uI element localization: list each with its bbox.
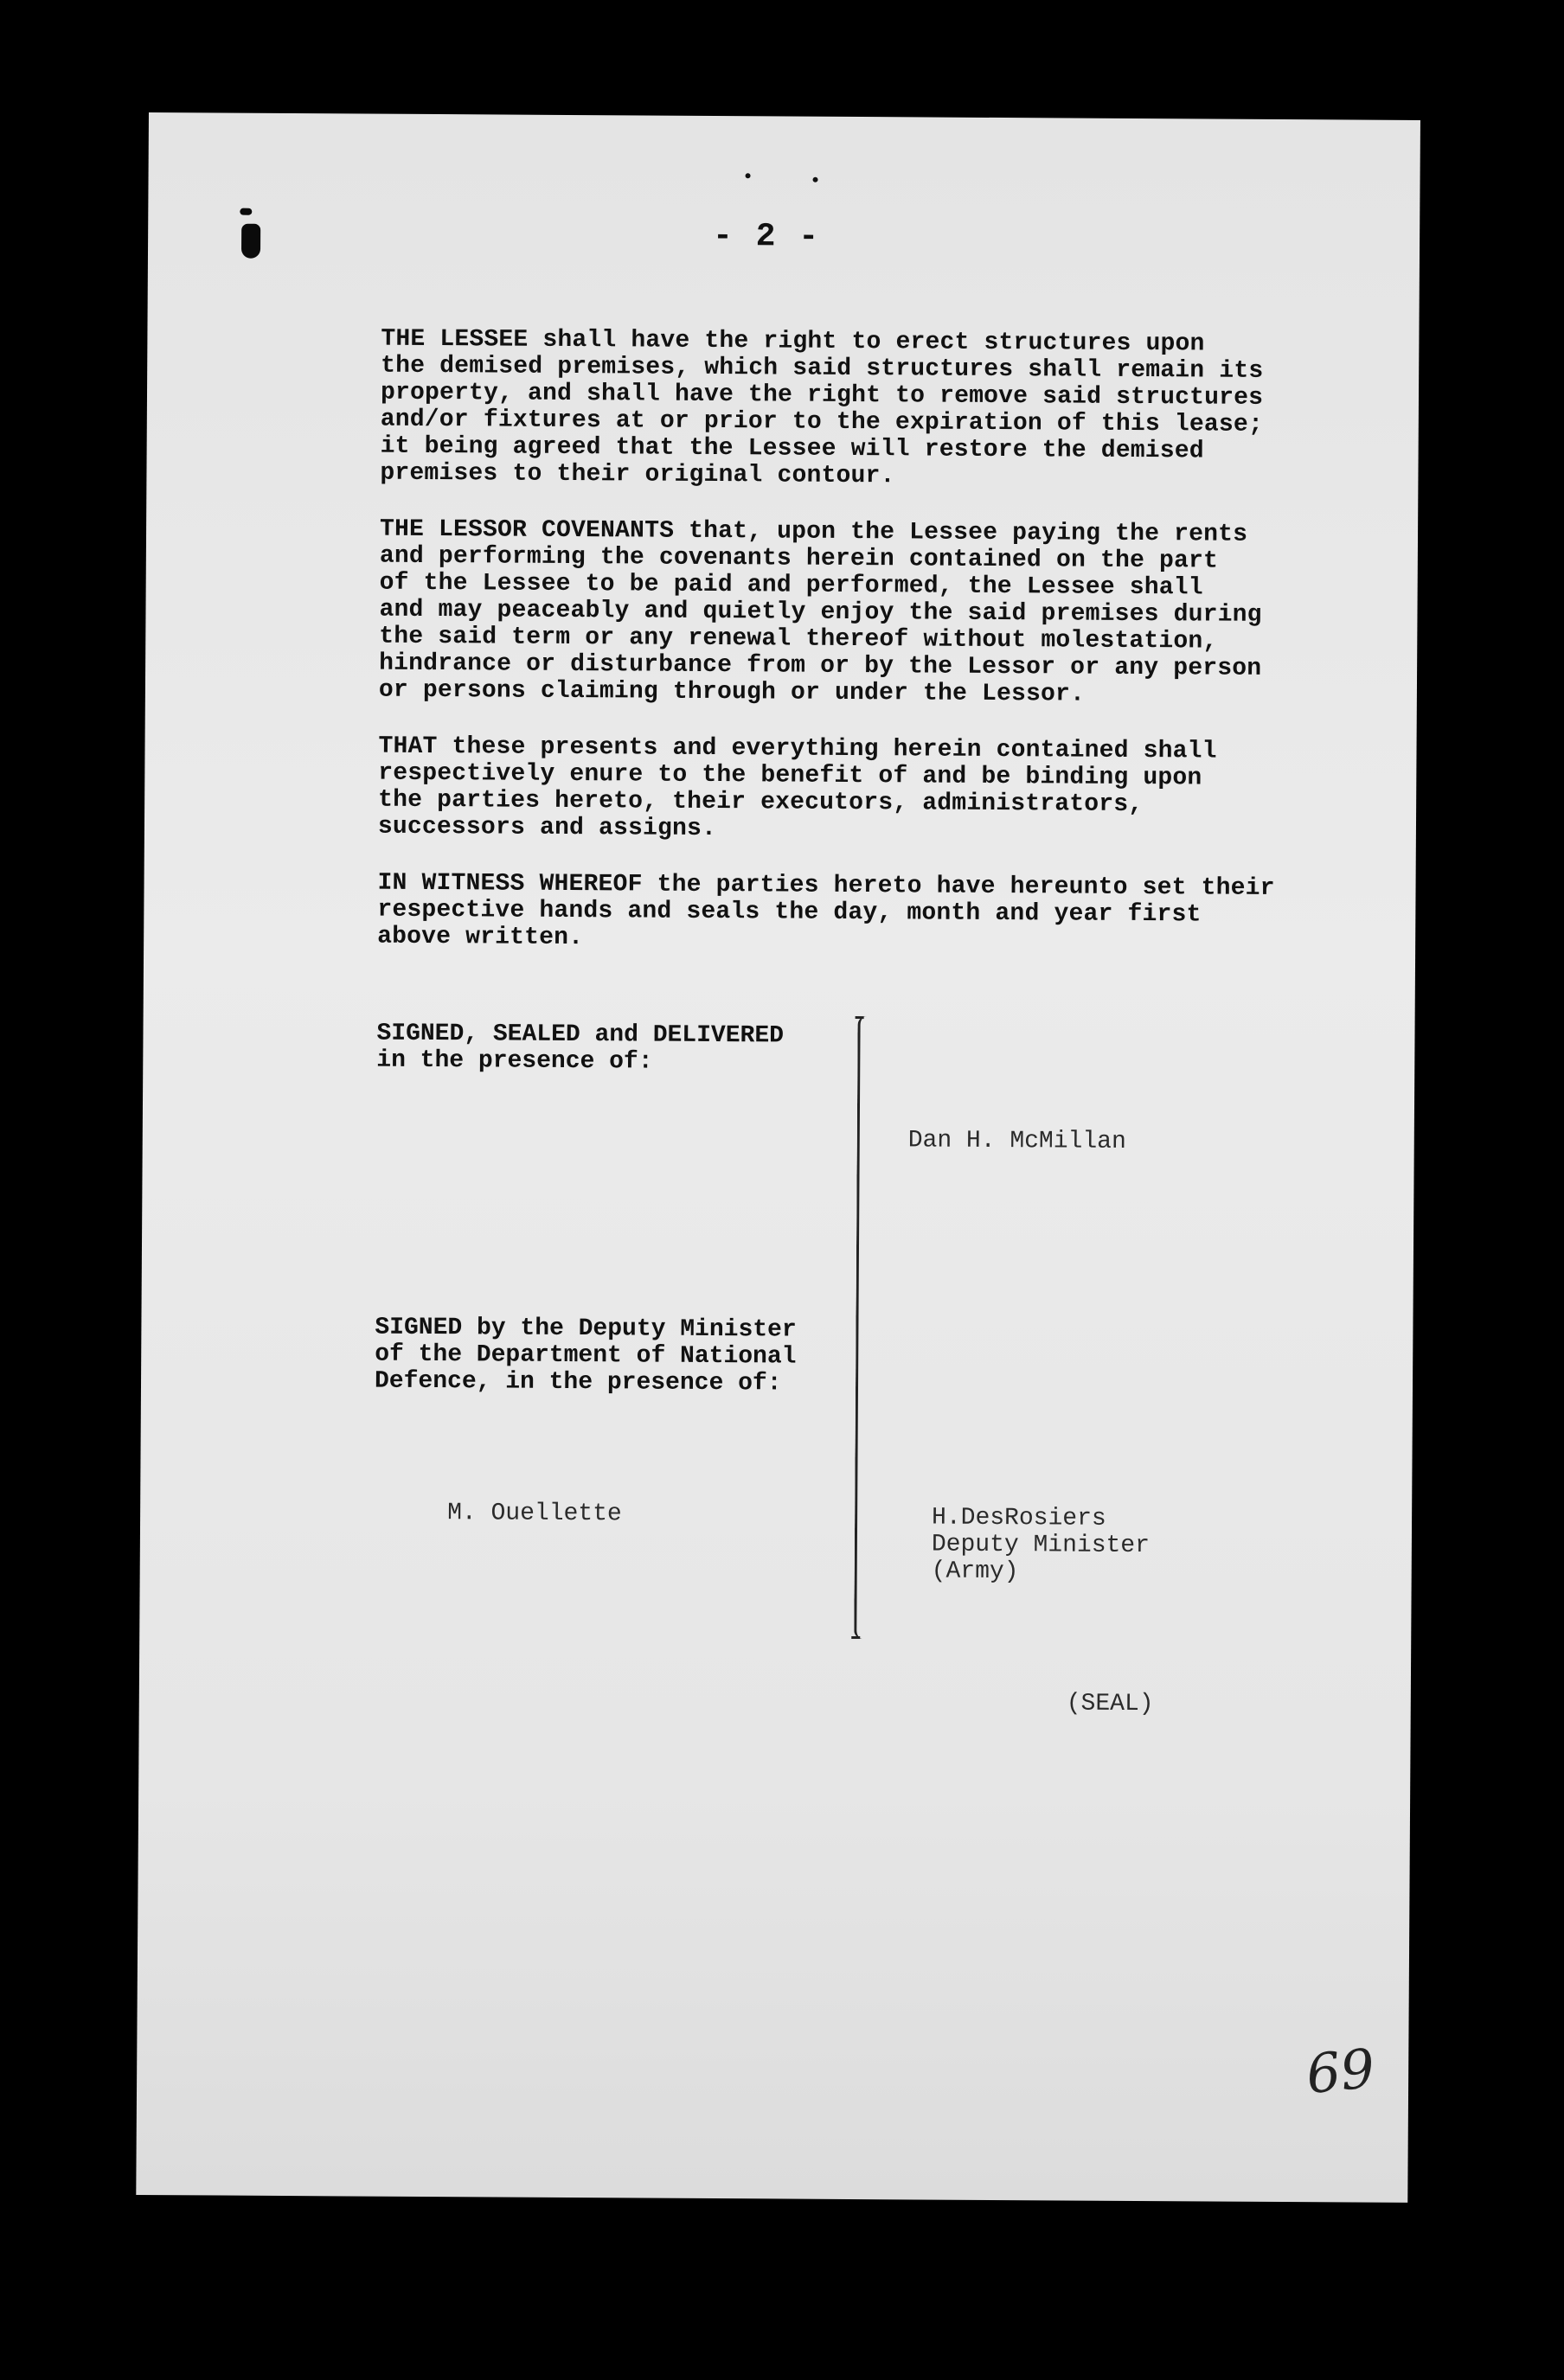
witness-name: M. Ouellette [447, 1500, 622, 1528]
punch-mark [241, 224, 260, 259]
signed-deputy-label: SIGNED by the Deputy Minister of the Department of National Defence, in the presence of: [374, 1314, 797, 1398]
paragraph-binding: THAT these presents and everything herein contained shall respectively enure to the benefit of and be binding upon the parties hereto, their executors, administrators, successors and assigns. [377, 733, 1217, 843]
page-number: - 2 - [712, 217, 821, 256]
punch-mark [240, 208, 252, 215]
lease-body [377, 326, 1350, 986]
document-page [136, 112, 1420, 2203]
signed-sealed-label: SIGNED, SEALED and DELIVERED in the presence of: [376, 1020, 785, 1076]
seal-label: (SEAL) [1066, 1690, 1154, 1718]
signature-brace [854, 1016, 881, 1639]
handwritten-folio-number: 69 [1303, 2036, 1378, 2107]
paragraph-in-witness: IN WITNESS WHEREOF the parties hereto have hereunto set their respective hands and seals the day, month and year first above written. [377, 869, 1275, 952]
signer-name-deputy-minister: H.DesRosiers Deputy Minister (Army) [931, 1504, 1151, 1586]
speck [813, 177, 818, 182]
paragraph-lessor-covenants: THE LESSOR COVENANTS that, upon the Lessee paying the rents and performing the covenants herein contained on the part of the Lessee to be paid and performed, the Lessee shall and may peaceably and quietly enjoy the said premises during the said term or any renewal thereof without molestation, hindrance or disturbance from or by the Lessor or any person or persons claiming through or under the Lessor. [378, 515, 1262, 708]
speck [746, 173, 751, 178]
signer-name-lessor: Dan H. McMillan [907, 1127, 1126, 1155]
paragraph-lessee-structures: THE LESSEE shall have the right to erect structures upon the demised premises, which said structures shall remain its property, and shall have the right to remove said structures and/or fixtures at or prior to the expiration of this lease; it being agreed that the Lessee will restore the demised premises to their original contour. [380, 325, 1264, 490]
